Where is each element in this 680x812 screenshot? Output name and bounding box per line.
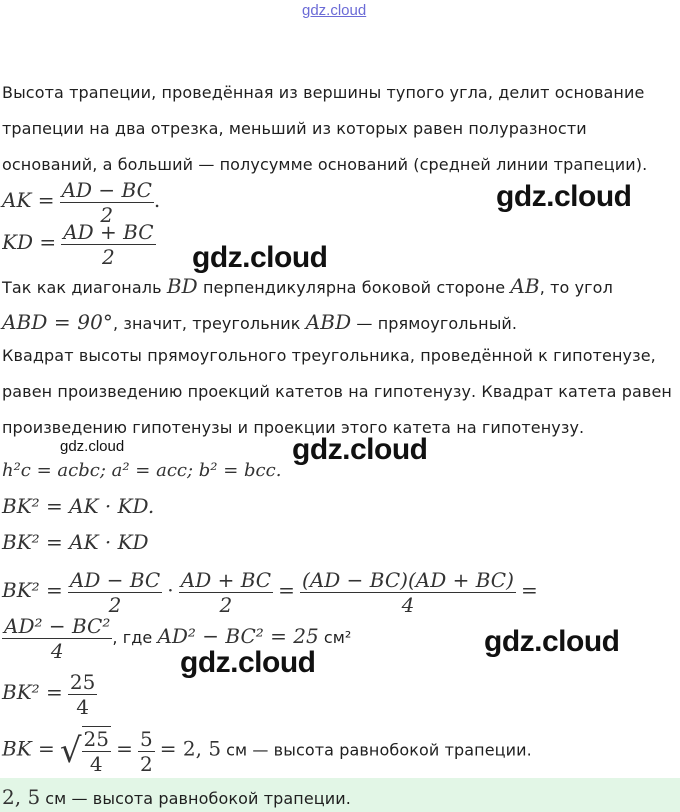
answer-text: см — высота равнобокой трапеции. xyxy=(45,789,351,808)
fraction-5-2 xyxy=(138,727,155,776)
math-abd-eq: ABD = 90° xyxy=(2,310,113,334)
bk3-lhs: BK² = xyxy=(2,578,63,602)
numerator: 25 xyxy=(69,670,96,694)
fraction-3 xyxy=(300,568,516,617)
sqrt-icon: √ xyxy=(59,731,82,771)
bk-formula-2: BK² = AK · KD xyxy=(2,530,149,554)
watermark: gdz.cloud xyxy=(180,646,316,679)
bk5-text: см — высота равнобокой трапеции. xyxy=(226,740,532,760)
kd-lhs: KD = xyxy=(2,230,57,254)
watermark: gdz.cloud xyxy=(292,433,428,466)
paragraph-2-line-2 xyxy=(2,310,517,334)
where-unit: см² xyxy=(323,628,352,647)
ak-lhs: AK = xyxy=(2,188,55,212)
paragraph-line: Квадрат высоты прямоугольного треугольника, проведённой к гипотенузе, xyxy=(2,346,656,365)
site-link[interactable]: gdz.cloud xyxy=(302,2,367,19)
denominator: 4 xyxy=(82,751,111,776)
denominator: 2 xyxy=(139,751,153,776)
fraction-4 xyxy=(2,614,112,663)
denominator: 2 xyxy=(68,592,162,617)
sqrt-fraction xyxy=(82,726,111,776)
ak-denominator: 2 xyxy=(60,202,154,227)
text-segment: перпендикулярна боковой стороне xyxy=(202,278,506,297)
paragraph-line: оснований, а больший — полусумме оснований (средней линии трапеции). xyxy=(2,155,648,174)
ak-numerator: AD − BC xyxy=(61,178,152,202)
fraction-1 xyxy=(68,568,162,617)
math-abd: ABD xyxy=(305,310,352,334)
bk5-value: = 2, 5 xyxy=(159,736,222,761)
math-ab: AB xyxy=(510,274,540,298)
bk4-lhs: BK² = xyxy=(2,680,63,704)
watermark: gdz.cloud xyxy=(192,241,328,274)
text-segment: , то угол xyxy=(539,278,613,297)
text-segment: , значит, треугольник xyxy=(113,314,301,333)
numerator: 5 xyxy=(139,726,153,751)
denominator: 4 xyxy=(2,638,112,663)
answer-value: 2, 5 xyxy=(2,785,41,809)
bk-formula-1: BK² = AK · KD. xyxy=(2,494,155,518)
watermark-small: gdz.cloud xyxy=(60,438,125,455)
bk-squared-value xyxy=(2,670,97,719)
math-bd: BD xyxy=(166,274,198,298)
denominator: 4 xyxy=(300,592,516,617)
fraction-2 xyxy=(179,568,273,617)
where-text: , где xyxy=(112,628,153,647)
answer xyxy=(2,785,351,809)
text-segment: — прямоугольный. xyxy=(356,314,518,333)
paragraph-line: равен произведению проекций катетов на гипотенузу. Квадрат катета равен xyxy=(2,382,672,401)
bk-product-formula: BK² = $\frac{AD - BC}{2}$ · $\frac{AD + BC}{2}$ = $\frac{(AD - BC)(AD + BC)}{4}$ = xyxy=(2,568,538,617)
denominator: 2 xyxy=(179,592,273,617)
text-segment: Так как диагональ xyxy=(2,278,162,297)
numerator: AD − BC xyxy=(69,568,161,592)
numerator: AD + BC xyxy=(180,568,272,592)
relations-formula: h²c = acbc; a² = acc; b² = bcc. xyxy=(2,460,282,481)
kd-formula xyxy=(2,220,156,266)
bk5-lhs: BK = xyxy=(2,736,55,761)
kd-fraction xyxy=(61,220,155,266)
paragraph-line: Высота трапеции, проведённая из вершины тупого угла, делит основание xyxy=(2,83,645,102)
watermark: gdz.cloud xyxy=(484,625,620,658)
numerator: (AD − BC)(AD + BC) xyxy=(302,568,514,592)
where-equation: AD² − BC² = 25 xyxy=(157,624,319,648)
bk-value-formula: BK = √ $\frac{25}{4}$ = $\frac{5}{2}$ = 2, 5 см — высота равнобокой трапеции. xyxy=(2,726,532,776)
numerator: 25 xyxy=(83,727,109,751)
kd-denominator: 2 xyxy=(61,244,155,266)
paragraph-line: трапеции на два отрезка, меньший из которых равен полуразности xyxy=(2,119,587,138)
denominator: 4 xyxy=(68,694,97,719)
ak-formula: AK = $\frac{AD - BC}{2}$ . xyxy=(2,178,161,227)
paragraph-2-line-1 xyxy=(2,274,613,298)
paragraph-line: произведению гипотенузы и проекции этого катета на гипотенузу. xyxy=(2,418,585,437)
watermark: gdz.cloud xyxy=(496,180,632,213)
kd-numerator: AD + BC xyxy=(63,220,154,244)
fraction-25-4 xyxy=(68,670,97,719)
numerator: AD² − BC² xyxy=(4,614,111,638)
